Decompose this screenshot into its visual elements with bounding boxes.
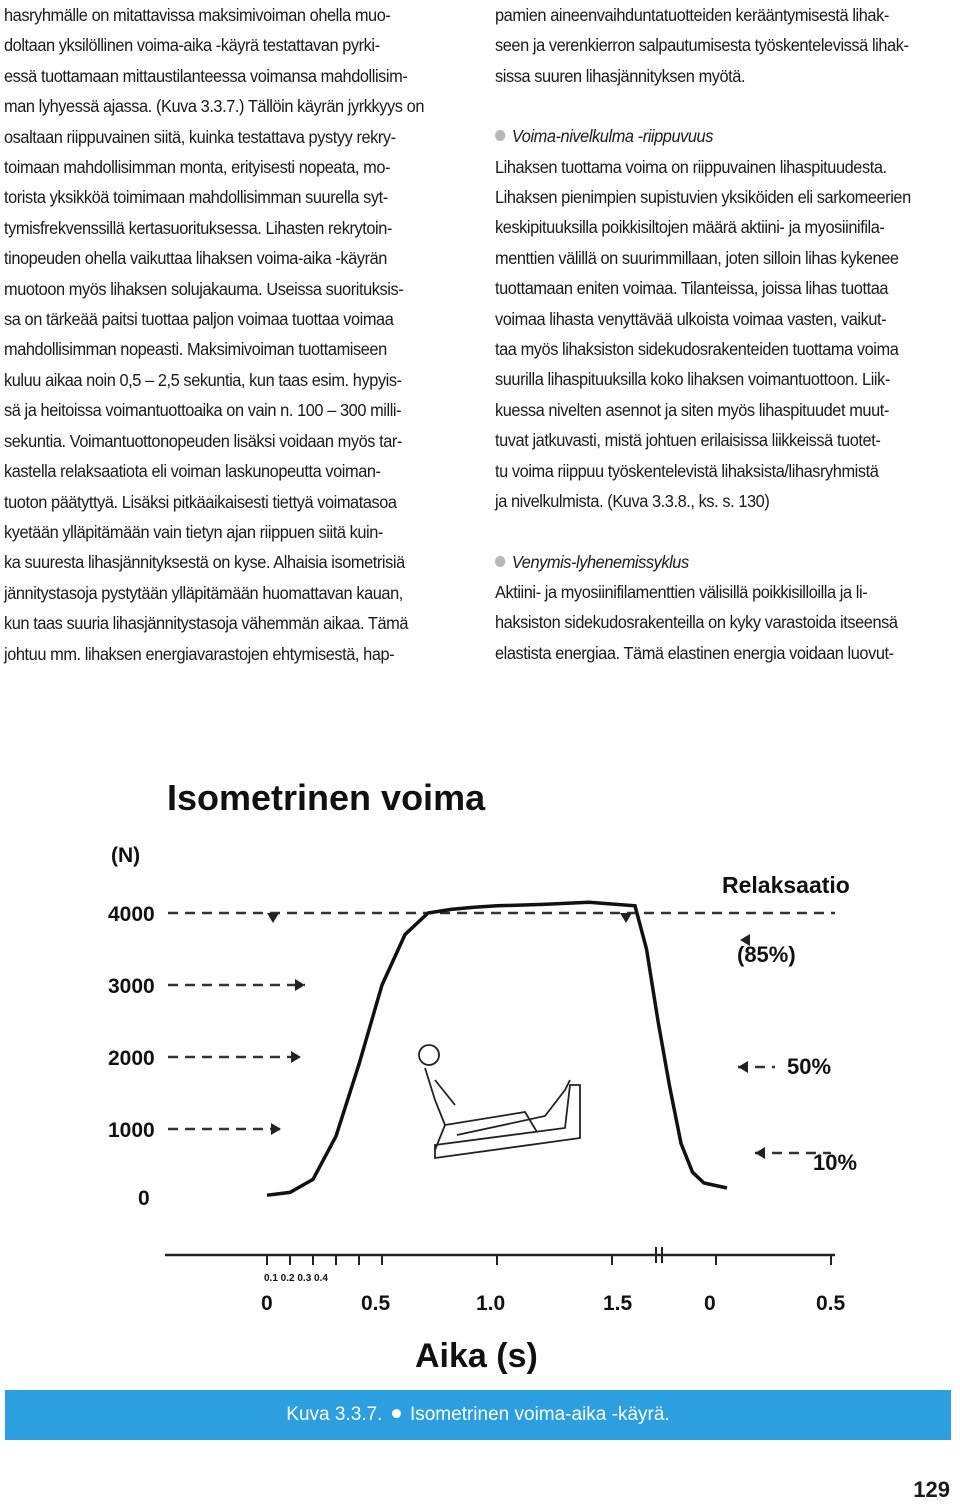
- x-tick-label: 0.5: [361, 1292, 391, 1315]
- text-line: tuottamaan eniten voimaa. Tilanteissa, joissa lihas tuottaa: [495, 278, 889, 299]
- text-line: jännitystasoja pystytään ylläpitämään huomattavan kauan,: [4, 582, 403, 603]
- text-line: sa on tärkeää paitsi tuottaa paljon voimaa tuottaa voimaa: [4, 309, 394, 330]
- arrow-head-icon: [755, 1147, 765, 1159]
- force-curve-line: [267, 902, 727, 1195]
- y-tick-label: 3000: [108, 975, 155, 998]
- left-column: [4, 0, 436, 669]
- right-intro-line: sissa suuren lihasjännityksen myötä.: [495, 65, 746, 86]
- text-line: voimaa lihasta venyttävää ulkoista voimaa vasten, vaikut-: [495, 308, 887, 329]
- arrow-head-icon: [738, 1061, 748, 1073]
- text-line: man lyhyessä ajassa. (Kuva 3.3.7.) Tällöin käyrän jyrkkyys on: [4, 96, 425, 117]
- person-head: [419, 1045, 439, 1065]
- bullet-icon: [495, 556, 505, 567]
- x-small-tick-labels: 0.1 0.2 0.3 0.4: [264, 1273, 328, 1284]
- percent-85-label: (85%): [737, 942, 796, 967]
- y-tick-label: 4000: [108, 903, 155, 926]
- text-line: hasryhmälle on mitattavissa maksimivoiman ohella muo-: [4, 5, 391, 25]
- arrow-head-icon: [295, 979, 305, 991]
- y-tick-label: 2000: [108, 1047, 155, 1070]
- text-line: Lihaksen tuottama voima on riippuvainen lihaspituudesta.: [495, 156, 887, 177]
- section-heading-voima-nivelkulma: Voima-nivelkulma -riippuvuus: [495, 121, 927, 151]
- text-line: toimaan mahdollisimman monta, erityisesti nopeata, mo-: [4, 157, 391, 178]
- text-line: osaltaan riippuvainen siitä, kuinka testattava pystyy rekry-: [4, 126, 396, 147]
- text-line: kuessa nivelten asennot ja siten myös lihaspituudet muut-: [495, 399, 889, 420]
- x-tick-label: 0: [261, 1292, 273, 1315]
- arrow-head-icon: [271, 1123, 281, 1135]
- text-line: suurilla lihaspituuksilla koko lihaksen voimantuottoon. Liik-: [495, 369, 890, 390]
- text-line: keskipituuksilla poikkisiltojen määrä aktiini- ja myosiinifila-: [495, 217, 885, 238]
- x-axis-label: Aika (s): [415, 1337, 538, 1375]
- figure-isometric-force: [5, 740, 951, 1388]
- text-line: torista yksikköä toimimaan mahdollisimman suurella syt-: [4, 187, 388, 208]
- section-body-venymis-lyhenemissyklus: [495, 577, 927, 668]
- text-line: kastella relaksaatiota eli voiman laskunopeutta voiman-: [4, 461, 381, 482]
- text-line: essä tuottamaan mittaustilanteessa voimansa mahdollisim-: [4, 65, 408, 86]
- chart-title: Isometrinen voima: [167, 777, 486, 818]
- page-number: 129: [913, 1477, 950, 1502]
- right-intro-line: pamien aineenvaihduntatuotteiden kerääntymisestä lihak-: [495, 5, 889, 25]
- arrow-head-icon: [620, 913, 632, 923]
- section-spacer: [495, 517, 927, 547]
- text-line: haksiston sidekudosrakenteilla on kyky varastoida itseensä: [495, 612, 898, 633]
- text-line: tinopeuden ohella vaikuttaa lihaksen voima-aika -käyrän: [4, 248, 387, 269]
- y-tick-label: 1000: [108, 1119, 155, 1142]
- caption-text: Isometrinen voima-aika -käyrä.: [409, 1404, 670, 1425]
- x-axis-ticks: [267, 1255, 831, 1265]
- percent-50-label: 50%: [787, 1054, 832, 1079]
- section-body-voima-nivelkulma: [495, 152, 927, 517]
- caption-bullet-icon: [392, 1409, 401, 1418]
- text-line: tu voima riippuu työskentelevistä lihaksista/lihasryhmistä: [495, 460, 879, 481]
- text-line: sekuntia. Voimantuottonopeuden lisäksi voidaan myös tar-: [4, 430, 402, 451]
- caption-label: Kuva 3.3.7.: [286, 1404, 383, 1425]
- section-spacer: [495, 91, 927, 121]
- text-line: kuluu aikaa noin 0,5 – 2,5 sekuntia, kun taas esim. hypyis-: [4, 369, 402, 390]
- text-line: taa myös lihaksiston sidekudosrakenteiden tuottama voima: [495, 339, 899, 360]
- text-line: kun taas suuria lihasjännitystasoja vähemmän aikaa. Tämä: [4, 613, 408, 634]
- text-line: tuvat jatkuvasti, mistä johtuen erilaisissa liikkeissä tuotet-: [495, 430, 881, 451]
- section-heading-venymis-lyhenemissyklus: Venymis-lyhenemissyklus: [495, 547, 927, 577]
- right-column: [495, 0, 927, 668]
- y-tick-label: 0: [138, 1187, 150, 1210]
- percent-10-label: 10%: [813, 1150, 858, 1175]
- text-line: muotoon myös lihaksen solujakauma. Useissa suorituksis-: [4, 278, 404, 299]
- text-line: ka suuresta lihasjännityksestä on kyse. Alhaisia isometrisiä: [4, 552, 405, 573]
- text-line: ja nivelkulmista. (Kuva 3.3.8., ks. s. 130): [495, 491, 770, 512]
- test-chair: [435, 1085, 580, 1158]
- figure-caption: [5, 1390, 951, 1440]
- bullet-icon: [495, 130, 505, 141]
- text-line: Lihaksen pienimpien supistuvien yksiköiden eli sarkomeerien: [495, 187, 911, 208]
- seated-person-illustration: [419, 1045, 580, 1158]
- relaxation-label: Relaksaatio: [722, 872, 850, 898]
- y-unit-label: (N): [111, 844, 141, 867]
- text-line: tymisfrekvenssillä kertasuorituksessa. Lihasten rekrytoin-: [4, 217, 392, 238]
- x-tick-label: 1.0: [476, 1292, 506, 1315]
- text-line: doltaan yksilöllinen voima-aika -käyrä testattavan pyrki-: [4, 35, 380, 56]
- text-line: menttien välillä on suurimmillaan, joten silloin lihas kykenee: [495, 247, 899, 268]
- force-time-chart: [5, 740, 951, 1388]
- text-line: Aktiini- ja myosiinifilamenttien välisillä poikkisilloilla ja li-: [495, 581, 868, 602]
- arrow-head-icon: [267, 913, 279, 923]
- x-tick-label: 0: [704, 1292, 716, 1315]
- right-intro-line: seen ja verenkierron salpautumisesta työskentelevissä lihak-: [495, 35, 909, 56]
- arrow-head-icon: [291, 1051, 301, 1063]
- x-tick-label: 1.5: [603, 1292, 633, 1315]
- text-line: sä ja heitoissa voimantuottoaika on vain n. 100 – 300 milli-: [4, 400, 402, 421]
- text-line: elastista energiaa. Tämä elastinen energia voidaan luovut-: [495, 642, 894, 663]
- x-tick-label: 0.5: [816, 1292, 846, 1315]
- text-line: tuoton päätyttyä. Lisäksi pitkäaikaisesti tiettyä voimatasoa: [4, 491, 397, 512]
- text-line: mahdollisimman nopeasti. Maksimivoiman tuottamiseen: [4, 339, 387, 360]
- text-line: kyetään ylläpitämään vain tietyn ajan riippuen siitä kuin-: [4, 521, 383, 542]
- text-line: johtuu mm. lihaksen energiavarastojen ehtymisestä, hap-: [4, 643, 395, 664]
